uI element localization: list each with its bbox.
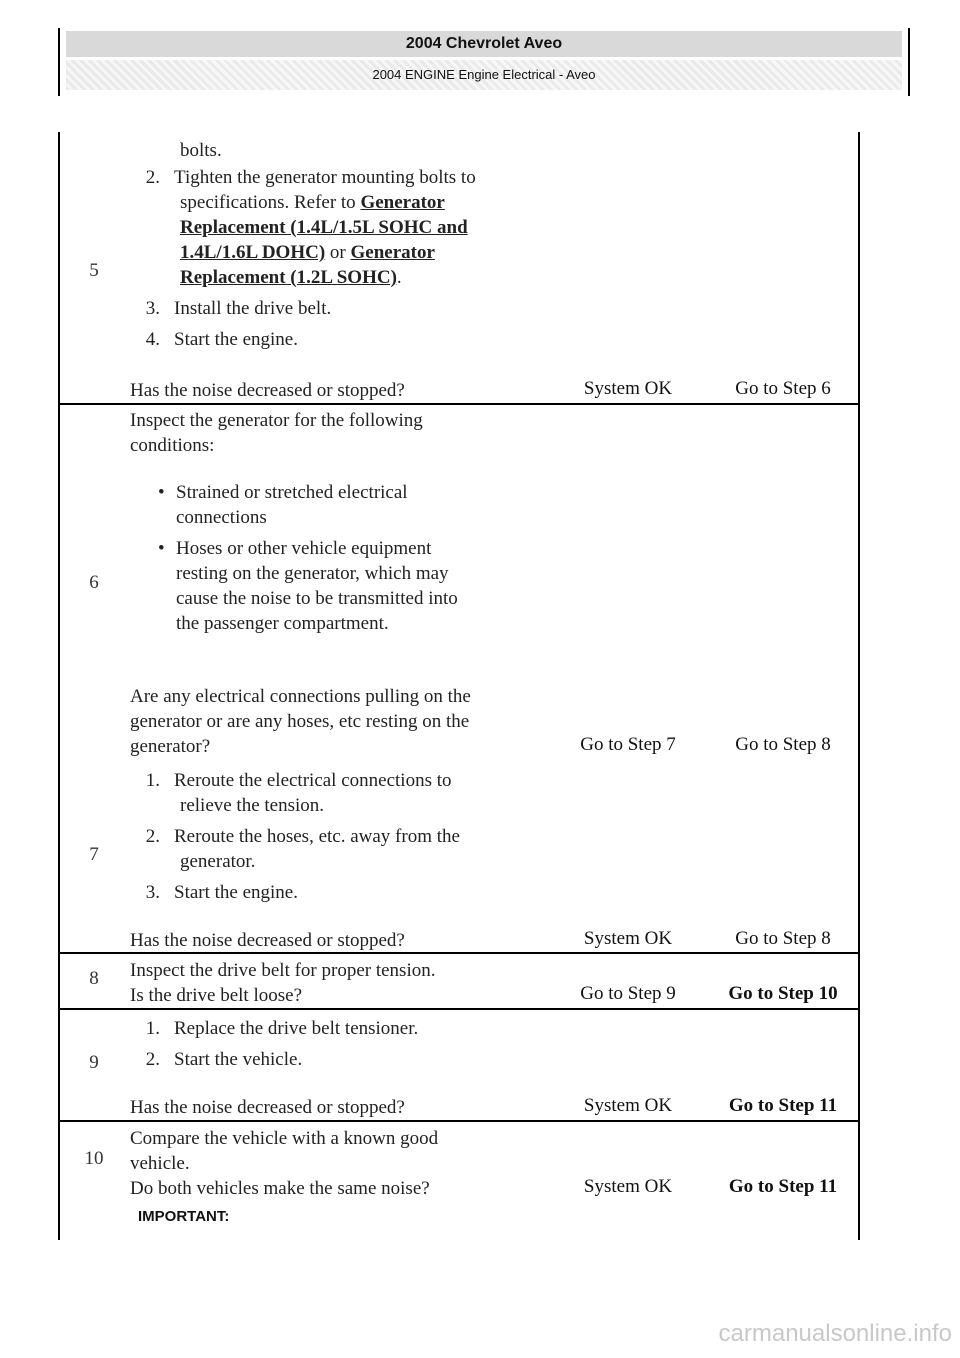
watermark: carmanualsonline.info — [718, 1320, 952, 1347]
generator-replacement-1-2l-link[interactable]: Replacement (1.2L SOHC) — [180, 267, 397, 288]
bullet-text: cause the noise to be transmitted into — [176, 588, 458, 609]
important-note-label: IMPORTANT: — [138, 1208, 230, 1225]
question-line: generator or are any hoses, etc resting on the — [130, 711, 470, 732]
no-action: Go to Step 8 — [735, 928, 831, 949]
step-question: Is the drive belt loose? — [130, 985, 303, 1006]
list-text: Install the drive belt. — [174, 298, 332, 319]
generator-replacement-link[interactable]: Replacement (1.4L/1.5L SOHC and — [180, 217, 468, 238]
instruction-text: Inspect the drive belt for proper tension. — [130, 960, 436, 981]
bullet-text: Hoses or other vehicle equipment — [176, 538, 432, 559]
bullet-icon: • — [158, 482, 165, 503]
yes-action: Go to Step 7 — [580, 734, 676, 755]
list-number: 4. — [145, 329, 160, 350]
no-action: Go to Step 8 — [735, 734, 831, 755]
step-question: Has the noise decreased or stopped? — [130, 1097, 405, 1118]
row-divider — [58, 1120, 860, 1122]
table-right-border — [858, 132, 860, 1240]
list-number: 3. — [145, 298, 160, 319]
step-question: Has the noise decreased or stopped? — [130, 380, 405, 401]
diagnostic-table — [58, 132, 860, 1240]
no-action: Go to Step 10 — [728, 983, 838, 1004]
list-text: relieve the tension. — [180, 795, 325, 816]
list-text: Start the engine. — [174, 882, 298, 903]
bullet-text: resting on the generator, which may — [176, 563, 449, 584]
instruction-text: vehicle. — [130, 1153, 190, 1174]
list-number: 3. — [145, 882, 160, 903]
yes-action: System OK — [583, 1176, 673, 1197]
instruction-text: Compare the vehicle with a known good — [130, 1128, 439, 1149]
list-text: Tighten the generator mounting bolts to — [174, 167, 476, 188]
list-number: 2. — [145, 167, 160, 188]
document-subtitle: 2004 ENGINE Engine Electrical - Aveo — [66, 60, 902, 90]
step-number: 5 — [89, 260, 99, 281]
list-text: Reroute the electrical connections to — [174, 770, 452, 791]
list-text: Start the engine. — [174, 329, 298, 350]
step-number: 10 — [84, 1148, 104, 1169]
bullet-text: connections — [176, 507, 267, 528]
no-action: Go to Step 11 — [728, 1176, 838, 1197]
step-question — [130, 684, 560, 759]
yes-action: Go to Step 9 — [580, 983, 676, 1004]
step-5-instructions — [130, 138, 570, 352]
generator-replacement-link[interactable]: Generator — [360, 192, 445, 213]
step-10-instructions — [130, 1126, 570, 1201]
list-text: . — [396, 267, 402, 288]
step-7-instructions — [130, 768, 570, 905]
bullet-text: Strained or stretched electrical — [176, 482, 408, 503]
step-8-instructions — [130, 958, 560, 1008]
bullet-icon: • — [158, 538, 165, 559]
step-number: 9 — [89, 1052, 99, 1073]
step-number: 6 — [89, 572, 99, 593]
list-text: generator. — [180, 851, 256, 872]
step-number: 8 — [89, 968, 99, 989]
list-number: 1. — [145, 770, 160, 791]
step-question: Do both vehicles make the same noise? — [130, 1178, 430, 1199]
list-text: Reroute the hoses, etc. away from the — [174, 826, 460, 847]
yes-action: System OK — [583, 1095, 673, 1116]
list-text: or — [325, 242, 351, 263]
no-action: Go to Step 6 — [735, 378, 831, 399]
instruction-text: Inspect the generator for the following — [130, 410, 423, 431]
step-number: 7 — [89, 844, 99, 865]
document-header — [58, 28, 910, 96]
list-text: Replace the drive belt tensioner. — [174, 1018, 419, 1039]
generator-replacement-1-2l-link[interactable]: Generator — [350, 242, 435, 263]
document-title: 2004 Chevrolet Aveo — [66, 31, 902, 57]
continued-text: bolts. — [180, 140, 222, 161]
list-text: Start the vehicle. — [174, 1049, 303, 1070]
generator-replacement-link[interactable]: 1.4L/1.6L DOHC) — [180, 242, 326, 263]
step-9-instructions — [130, 1016, 570, 1072]
yes-action: System OK — [583, 928, 673, 949]
question-line: Are any electrical connections pulling on the — [130, 686, 471, 707]
list-text: specifications. Refer to — [180, 192, 361, 213]
row-divider — [58, 403, 860, 405]
bullet-text: the passenger compartment. — [176, 613, 389, 634]
step-6-instructions — [130, 408, 570, 636]
no-action: Go to Step 11 — [728, 1095, 838, 1116]
list-number: 2. — [145, 1049, 160, 1070]
list-number: 2. — [145, 826, 160, 847]
instruction-text: conditions: — [130, 435, 215, 456]
yes-action: System OK — [583, 378, 673, 399]
list-number: 1. — [145, 1018, 160, 1039]
row-divider — [58, 1008, 860, 1010]
question-line: generator? — [130, 736, 211, 757]
step-question: Has the noise decreased or stopped? — [130, 930, 405, 951]
